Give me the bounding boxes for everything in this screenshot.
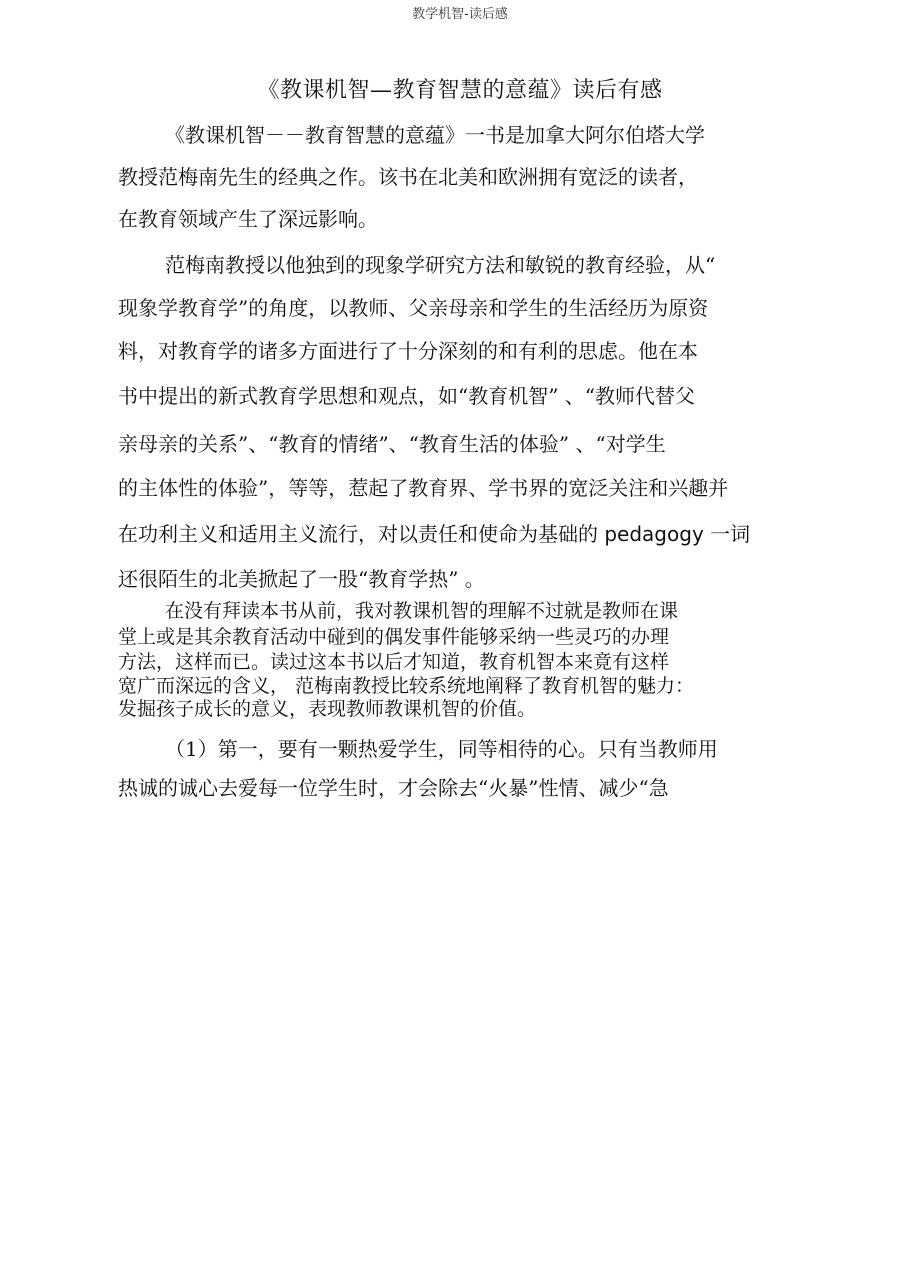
paragraph-line: 《教课机智－－教育智慧的意蕴》一书是加拿大阿尔伯塔大学: [165, 123, 705, 147]
page-header: 教学机智-读后感: [412, 7, 508, 22]
paragraph-line: 现象学教育学”的角度，以教师、父亲母亲和学生的生活经历为原资: [118, 296, 709, 320]
paragraph-line: 在没有拜读本书从前，我对教课机智的理解不过就是教师在课: [165, 600, 679, 622]
paragraph-line: （1）第一，要有一颗热爱学生，同等相待的心。只有当教师用: [165, 737, 718, 761]
latin-term: pedagogy: [604, 522, 704, 546]
paragraph-line: 书中提出的新式教育学思想和观点，如“教育机智” 、“教师代替父: [118, 384, 696, 408]
paragraph-line: 堂上或是其余教育活动中碰到的偶发事件能够采纳一些灵巧的办理: [118, 626, 670, 648]
paragraph-line: 还很陌生的北美掀起了一股“教育学热” 。: [118, 567, 485, 591]
paragraph-line: 的主体性的体验”，等等，惹起了教育界、学书界的宽泛关注和兴趣并: [118, 476, 729, 500]
document-title: 《教课机智—教育智慧的意蕴》读后有感: [257, 78, 663, 103]
paragraph-line: 料，对教育学的诸多方面进行了十分深刻的和有利的思虑。他在本: [118, 339, 698, 363]
paragraph-line: 方法，这样而已。读过这本书以后才知道，教育机智本来竟有这样: [118, 651, 670, 673]
paragraph-line-with-latin: [118, 518, 750, 547]
paragraph-line: 范梅南教授以他独到的现象学研究方法和敏锐的教育经验，从“: [165, 253, 716, 277]
paragraph-line: 在教育领域产生了深远影响。: [118, 207, 378, 231]
paragraph-line: 亲母亲的关系”、“教育的情绪”、“教育生活的体验” 、“对学生: [118, 432, 666, 456]
paragraph-line: 教授范梅南先生的经典之作。该书在北美和欧洲拥有宽泛的读者，: [118, 165, 698, 189]
paragraph-line: 热诚的诚心去爱每一位学生时，才会除去“火暴”性情、减少“急: [118, 776, 669, 800]
text-segment: 一词: [703, 522, 751, 546]
paragraph-line: 发掘孩子成长的意义，表现教师教课机智的价值。: [118, 698, 537, 720]
text-segment: 在功利主义和适用主义流行，对以责任和使命为基础的: [118, 522, 605, 546]
paragraph-line: 宽广而深远的含义， 范梅南教授比较系统地阐释了教育机智的魅力：: [118, 675, 695, 697]
